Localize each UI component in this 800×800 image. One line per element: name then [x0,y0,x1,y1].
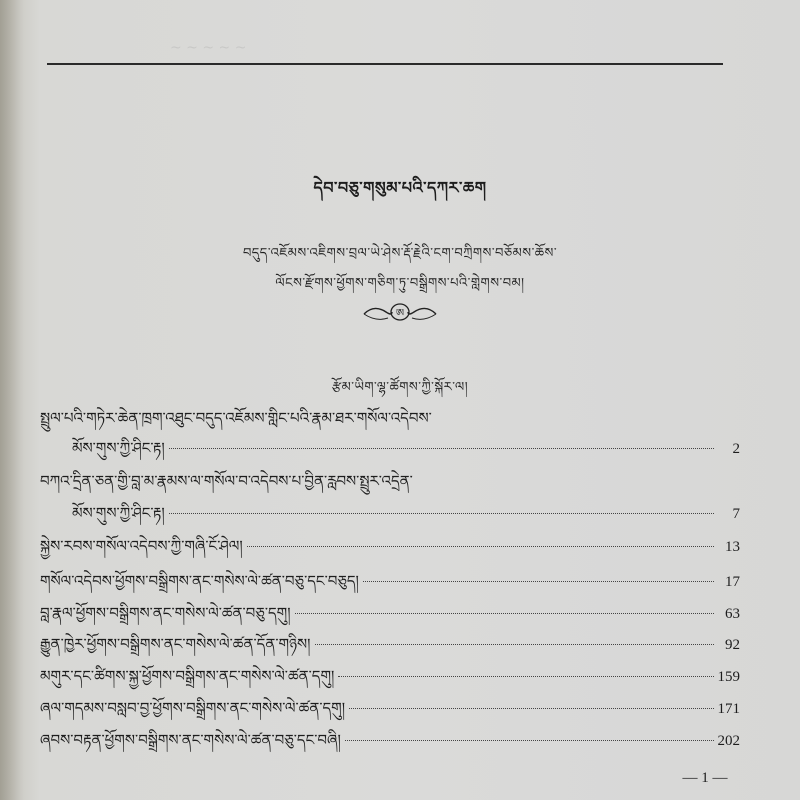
toc-entry-7[interactable] [40,660,740,686]
toc-page-number: 159 [717,669,740,685]
toc-page-number: 171 [717,701,740,717]
toc-entry-2-line-1: བཀའ་དྲིན་ཅན་གྱི་བླ་མ་རྣམས་ལ་གསོལ་བ་འདེབས་པ་བྱིན་རླབས་སྤྲུར་འདྲེན་ [40,472,413,490]
dot-leader [169,513,714,514]
dot-leader [247,546,714,547]
dot-leader [345,740,714,741]
toc-page-number: 17 [725,574,740,590]
toc-page-number: 202 [717,733,740,749]
header-rule [47,63,723,65]
dot-leader [169,448,714,449]
toc-entry-text: ཞལ་གདམས་བསླབ་བྱ་ཕྱོགས་བསྒྲིགས་ནང་གསེས་ལེ་ཚན་དགུ། [40,699,346,717]
page-folio: — 1 — [682,770,728,786]
page-title: དེབ་བཅུ་གསུམ་པའི་དཀར་ཆག [313,178,487,197]
subtitle-line-2: ལོངས་རྫོགས་ཕྱོགས་གཅིག་ཏུ་བསྒྲིགས་པའི་གླེགས་བམ། [275,276,525,291]
section-heading: རྩོམ་ཡིག་ལྷ་ཚོགས་ཀྱི་སྐོར་ལ། [331,380,469,395]
toc-entry-text: བླ་རྣལ་ཕྱོགས་བསྒྲིགས་ནང་གསེས་ལེ་ཚན་བཅུ་དགུ། [40,604,291,622]
bleed-through-header: ~ ~ ~ ~ ~ [170,40,247,56]
toc-page-number: 63 [725,606,740,622]
toc-entry-text: མོས་གུས་ཀྱི་ཤིང་རྟ། [72,439,165,457]
dot-leader [349,708,713,709]
toc-page-number: 13 [725,539,740,555]
dot-leader [295,613,714,614]
toc-entry-9[interactable] [40,724,740,750]
toc-entry-text: སྐྱེས་རབས་གསོལ་འདེབས་ཀྱི་གཞི་ངོ་ཤེལ། [40,537,243,555]
toc-entry-text: མོས་གུས་ཀྱི་ཤིང་རྟ། [72,504,165,522]
toc-page-number: 7 [732,506,740,522]
toc-entry-text: རྒྱུན་ཁྱེར་ཕྱོགས་བསྒྲིགས་ནང་གསེས་ལེ་ཚན་དོན་གཉིས། [40,635,311,653]
dot-leader [363,581,714,582]
ornament-emblem [362,300,438,324]
dot-leader [338,676,713,677]
toc-entry-text: ཞབས་བརྟན་ཕྱོགས་བསྒྲིགས་ནང་གསེས་ལེ་ཚན་བཅུ་དང་བཞི། [40,731,341,749]
toc-entry-text: མགུར་དང་ཚིགས་སྐྱ་ཕྱོགས་བསྒྲིགས་ནང་གསེས་ལེ་ཚན་དགུ། [40,667,335,685]
toc-entry-5[interactable] [40,597,740,623]
toc-entry-text: གསོལ་འདེབས་ཕྱོགས་བསྒྲིགས་ནང་གསེས་ལེ་ཚན་བཅུ་དང་བཅུད། [40,572,359,590]
dot-leader [315,644,714,645]
toc-entry-2[interactable] [72,497,740,523]
ornament-glyph: ཨ [395,308,405,319]
toc-entry-8[interactable] [40,692,740,718]
toc-entry-4[interactable] [40,565,740,591]
toc-page-number: 2 [732,441,740,457]
toc-entry-1[interactable] [72,432,740,458]
toc-entry-1-line-1: སྤྲུལ་པའི་གཏེར་ཆེན་ཁྲག་འཐུང་བདུད་འཇོམས་གླིང་པའི་རྣམ་ཐར་གསོལ་འདེབས་ [40,409,432,427]
toc-entry-3[interactable] [40,530,740,556]
toc-page-number: 92 [725,637,740,653]
toc-entry-6[interactable] [40,628,740,654]
subtitle-line-1: བདུད་འཇོམས་འཇིགས་བྲལ་ཡེ་ཤེས་རྡོ་རྗེའི་ངག་བཀྲིགས་བཅོམས་ཆོས་ [242,246,558,261]
